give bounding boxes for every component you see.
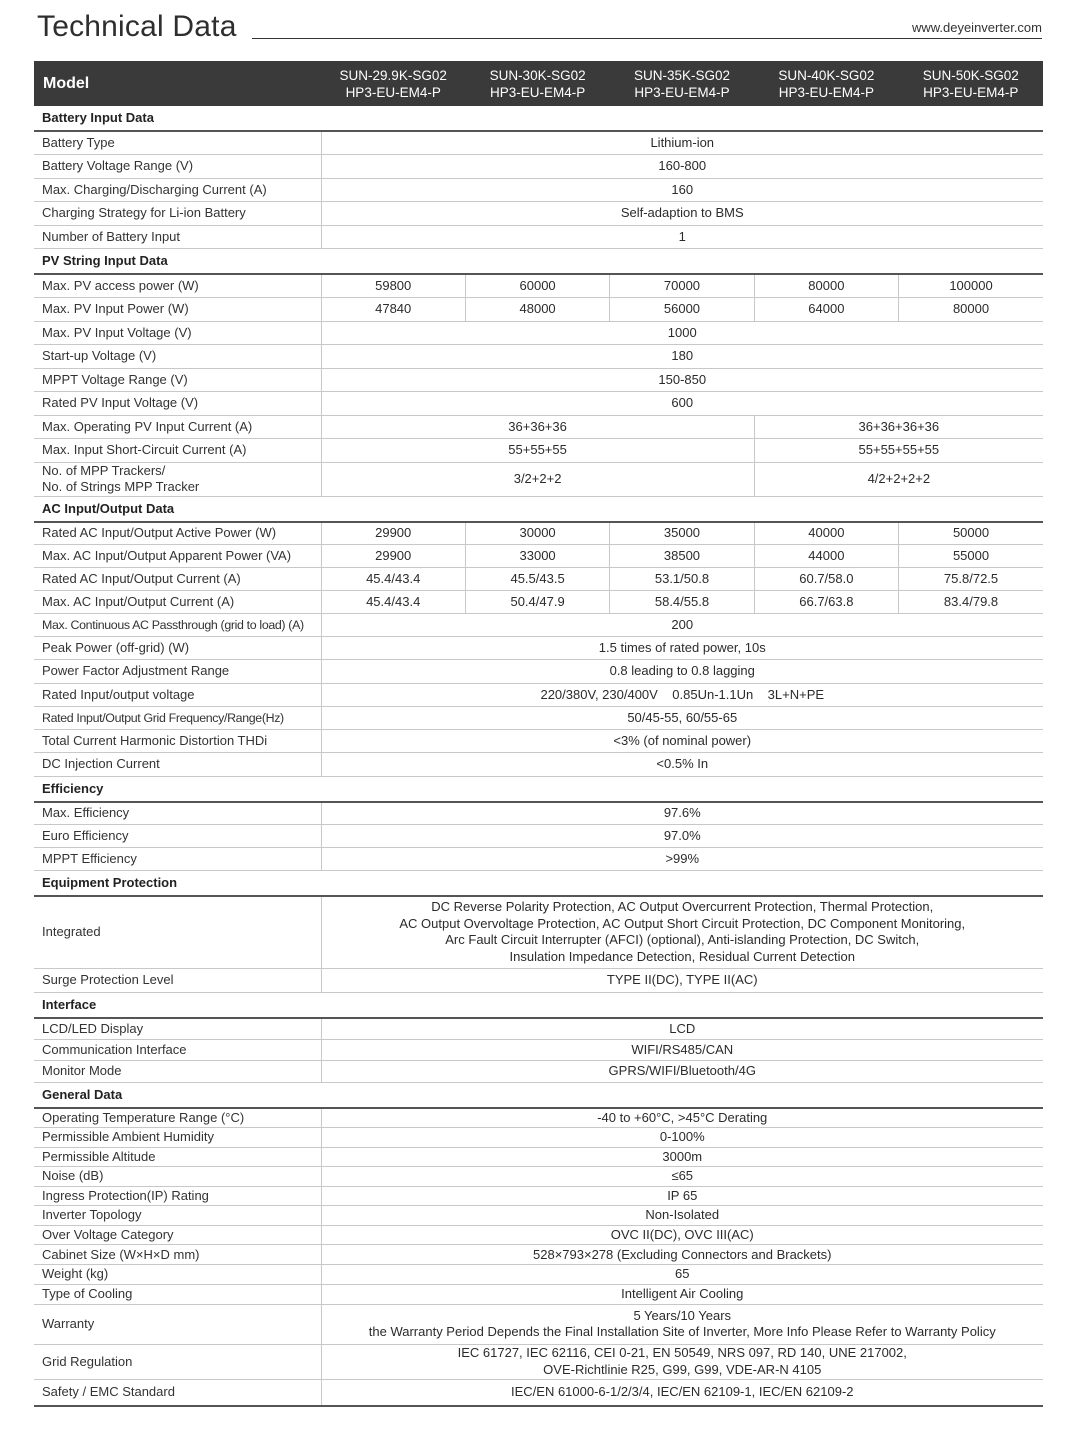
table-row [34, 1304, 1043, 1344]
model-suffix: HP3-EU-EM4-P [489, 84, 586, 100]
model-column-header [465, 61, 609, 106]
section-header-row [34, 1082, 1043, 1108]
spec-value: 36+36+36+36 [754, 415, 1043, 439]
website-url: www.deyeinverter.com [911, 20, 1042, 35]
spec-value: 97.0% [321, 825, 1043, 848]
section-header-row [34, 992, 1043, 1018]
spec-label: Max. Input Short-Circuit Current (A) [34, 439, 321, 463]
spec-value: 29900 [321, 522, 465, 545]
spec-label: Warranty [34, 1304, 321, 1344]
section-title: PV String Input Data [34, 249, 1043, 275]
spec-label: Total Current Harmonic Distortion THDi [34, 729, 321, 753]
spec-value: 33000 [465, 545, 609, 568]
spec-value: ≤65 [321, 1167, 1043, 1187]
spec-value: 220/380V, 230/400V 0.85Un-1.1Un 3L+N+PE [321, 683, 1043, 706]
table-row [34, 1061, 1043, 1083]
spec-label: Max. AC Input/Output Current (A) [34, 591, 321, 614]
spec-label: Operating Temperature Range (°C) [34, 1108, 321, 1128]
table-row [34, 1245, 1043, 1265]
spec-value: GPRS/WIFI/Bluetooth/4G [321, 1061, 1043, 1083]
spec-value: 160-800 [321, 155, 1043, 179]
table-row [34, 1206, 1043, 1226]
spec-value: 0-100% [321, 1128, 1043, 1148]
spec-label: No. of MPP Trackers/ No. of Strings MPP Tracker [34, 462, 321, 496]
table-row [34, 591, 1043, 614]
table-row [34, 660, 1043, 684]
table-row [34, 225, 1043, 249]
model-suffix: HP3-EU-EM4-P [345, 84, 441, 100]
spec-value: 66.7/63.8 [754, 591, 898, 614]
table-row [34, 439, 1043, 463]
spec-value: 75.8/72.5 [899, 568, 1043, 591]
table-row [34, 1108, 1043, 1128]
spec-value: 97.6% [321, 802, 1043, 825]
model-suffix: HP3-EU-EM4-P [923, 84, 1019, 100]
table-row [34, 896, 1043, 969]
title-divider [252, 38, 1042, 39]
table-row [34, 415, 1043, 439]
spec-label: Cabinet Size (W×H×D mm) [34, 1245, 321, 1265]
model-name: SUN-40K-SG02 [778, 67, 875, 83]
spec-value: WIFI/RS485/CAN [321, 1039, 1043, 1061]
section-title: Equipment Protection [34, 870, 1043, 896]
table-row [34, 1128, 1043, 1148]
spec-value: 50.4/47.9 [465, 591, 609, 614]
spec-label: Rated AC Input/Output Active Power (W) [34, 522, 321, 545]
spec-value: OVC II(DC), OVC III(AC) [321, 1225, 1043, 1245]
spec-value: 60000 [465, 274, 609, 298]
spec-label: Integrated [34, 896, 321, 969]
table-row [34, 825, 1043, 848]
spec-value: 36+36+36 [321, 415, 754, 439]
table-row [34, 1379, 1043, 1406]
spec-value: 3/2+2+2 [321, 462, 754, 496]
spec-value: TYPE II(DC), TYPE II(AC) [321, 969, 1043, 993]
spec-value: Intelligent Air Cooling [321, 1284, 1043, 1304]
table-row [34, 155, 1043, 179]
table-row [34, 392, 1043, 416]
table-row [34, 568, 1043, 591]
section-title: General Data [34, 1082, 1043, 1108]
model-suffix: HP3-EU-EM4-P [634, 84, 730, 100]
spec-label: Peak Power (off-grid) (W) [34, 637, 321, 660]
spec-value: 55000 [899, 545, 1043, 568]
model-name: SUN-50K-SG02 [922, 67, 1019, 83]
spec-value: 1.5 times of rated power, 10s [321, 637, 1043, 660]
model-column-header [754, 61, 898, 106]
spec-value: 50000 [899, 522, 1043, 545]
spec-value: 1000 [321, 321, 1043, 345]
spec-value: 3000m [321, 1147, 1043, 1167]
table-row [34, 706, 1043, 729]
spec-value: 70000 [610, 274, 754, 298]
spec-label: Battery Type [34, 131, 321, 155]
section-header-row [34, 249, 1043, 275]
spec-label: Grid Regulation [34, 1344, 321, 1379]
spec-label: Number of Battery Input [34, 225, 321, 249]
table-row [34, 321, 1043, 345]
section-title: AC Input/Output Data [34, 496, 1043, 522]
model-name: SUN-30K-SG02 [489, 67, 586, 83]
spec-value: 35000 [610, 522, 754, 545]
spec-value: 60.7/58.0 [754, 568, 898, 591]
spec-value: IEC/EN 61000-6-1/2/3/4, IEC/EN 62109-1, IEC/EN 62109-2 [321, 1379, 1043, 1406]
table-header-row [34, 61, 1043, 106]
spec-label: Rated AC Input/Output Current (A) [34, 568, 321, 591]
spec-label: Noise (dB) [34, 1167, 321, 1187]
table-row [34, 202, 1043, 226]
page-title: Technical Data [37, 10, 237, 43]
spec-label: Ingress Protection(IP) Rating [34, 1186, 321, 1206]
spec-label: Type of Cooling [34, 1284, 321, 1304]
spec-label: Communication Interface [34, 1039, 321, 1061]
table-row [34, 178, 1043, 202]
table-body [34, 106, 1043, 1406]
spec-value: DC Reverse Polarity Protection, AC Output Overcurrent Protection, Thermal Protection, AC Output Overvoltage Protection, AC Output Short Circuit Protection, DC Component Monitoring, Arc Fault Circuit Interrupter (AFCI) (optional), Anti-islanding Protection, DC Switch, Insulation Impedance Detection, Residual Current Detection [321, 896, 1043, 969]
section-header-row [34, 496, 1043, 522]
spec-value: 1 [321, 225, 1043, 249]
spec-label: Max. PV Input Voltage (V) [34, 321, 321, 345]
section-title: Efficiency [34, 776, 1043, 802]
spec-label: Safety / EMC Standard [34, 1379, 321, 1406]
spec-value: 40000 [754, 522, 898, 545]
spec-value: 30000 [465, 522, 609, 545]
spec-label: DC Injection Current [34, 753, 321, 777]
spec-value: 59800 [321, 274, 465, 298]
model-name: SUN-29.9K-SG02 [339, 67, 447, 83]
spec-label: Battery Voltage Range (V) [34, 155, 321, 179]
table-row [34, 345, 1043, 369]
spec-label: Surge Protection Level [34, 969, 321, 993]
table-row [34, 131, 1043, 155]
table-row [34, 683, 1043, 706]
spec-label: Max. PV access power (W) [34, 274, 321, 298]
spec-value: Non-Isolated [321, 1206, 1043, 1226]
spec-value: 160 [321, 178, 1043, 202]
table-row [34, 848, 1043, 871]
model-column-header [610, 61, 754, 106]
spec-value: 45.5/43.5 [465, 568, 609, 591]
spec-value: 80000 [899, 298, 1043, 322]
table-row [34, 753, 1043, 777]
spec-value: 150-850 [321, 368, 1043, 392]
table-row [34, 1284, 1043, 1304]
table-row [34, 298, 1043, 322]
spec-value: 47840 [321, 298, 465, 322]
model-suffix: HP3-EU-EM4-P [778, 84, 874, 100]
spec-value: 44000 [754, 545, 898, 568]
section-title: Battery Input Data [34, 106, 1043, 131]
spec-label: Max. Continuous AC Passthrough (grid to load) (A) [34, 614, 321, 637]
spec-label: Max. AC Input/Output Apparent Power (VA) [34, 545, 321, 568]
spec-label: Rated PV Input Voltage (V) [34, 392, 321, 416]
section-title: Interface [34, 992, 1043, 1018]
spec-label: Max. Efficiency [34, 802, 321, 825]
table-row [34, 1147, 1043, 1167]
model-name: SUN-35K-SG02 [633, 67, 730, 83]
spec-value: LCD [321, 1018, 1043, 1040]
table-row [34, 545, 1043, 568]
spec-value: 53.1/50.8 [610, 568, 754, 591]
spec-value: 55+55+55+55 [754, 439, 1043, 463]
spec-label: Max. PV Input Power (W) [34, 298, 321, 322]
section-header-row [34, 776, 1043, 802]
spec-value: 56000 [610, 298, 754, 322]
section-header-row [34, 106, 1043, 131]
spec-value: 100000 [899, 274, 1043, 298]
spec-label: Max. Charging/Discharging Current (A) [34, 178, 321, 202]
spec-value: 200 [321, 614, 1043, 637]
spec-value: 80000 [754, 274, 898, 298]
spec-value: 55+55+55 [321, 439, 754, 463]
spec-value: 5 Years/10 Years the Warranty Period Depends the Final Installation Site of Inverter, More Info Please Refer to Warranty Policy [321, 1304, 1043, 1344]
spec-value: 65 [321, 1265, 1043, 1285]
spec-value: 180 [321, 345, 1043, 369]
spec-value: 38500 [610, 545, 754, 568]
table-row [34, 462, 1043, 496]
table-row [34, 1265, 1043, 1285]
spec-value: 50/45-55, 60/55-65 [321, 706, 1043, 729]
table-row [34, 1018, 1043, 1040]
table-row [34, 274, 1043, 298]
spec-label: Max. Operating PV Input Current (A) [34, 415, 321, 439]
table-row [34, 1186, 1043, 1206]
spec-label: Over Voltage Category [34, 1225, 321, 1245]
spec-value: 600 [321, 392, 1043, 416]
spec-value: 528×793×278 (Excluding Connectors and Brackets) [321, 1245, 1043, 1265]
table-row [34, 614, 1043, 637]
spec-label: MPPT Efficiency [34, 848, 321, 871]
spec-value: <0.5% In [321, 753, 1043, 777]
spec-value: 83.4/79.8 [899, 591, 1043, 614]
spec-value: 58.4/55.8 [610, 591, 754, 614]
table-row [34, 1225, 1043, 1245]
spec-value: Lithium-ion [321, 131, 1043, 155]
spec-label: Rated Input/Output Grid Frequency/Range(Hz) [34, 706, 321, 729]
spec-value: IP 65 [321, 1186, 1043, 1206]
spec-value: 29900 [321, 545, 465, 568]
table-row [34, 969, 1043, 993]
table-row [34, 802, 1043, 825]
spec-label: Rated Input/output voltage [34, 683, 321, 706]
spec-value: Self-adaption to BMS [321, 202, 1043, 226]
spec-value: 64000 [754, 298, 898, 322]
spec-value: >99% [321, 848, 1043, 871]
spec-value: -40 to +60°C, >45°C Derating [321, 1108, 1043, 1128]
spec-label: Inverter Topology [34, 1206, 321, 1226]
technical-data-table [34, 61, 1043, 1407]
spec-value: 45.4/43.4 [321, 591, 465, 614]
model-header: Model [34, 61, 321, 106]
spec-value: 0.8 leading to 0.8 lagging [321, 660, 1043, 684]
spec-value: 45.4/43.4 [321, 568, 465, 591]
spec-label: Euro Efficiency [34, 825, 321, 848]
table-row [34, 522, 1043, 545]
spec-value: 48000 [465, 298, 609, 322]
table-row [34, 1039, 1043, 1061]
model-column-header [321, 61, 465, 106]
table-row [34, 637, 1043, 660]
table-row [34, 368, 1043, 392]
spec-label: LCD/LED Display [34, 1018, 321, 1040]
spec-value: IEC 61727, IEC 62116, CEI 0-21, EN 50549, NRS 097, RD 140, UNE 217002, OVE-Richtlinie R25, G99, G99, VDE-AR-N 4105 [321, 1344, 1043, 1379]
spec-label: Start-up Voltage (V) [34, 345, 321, 369]
spec-label: Permissible Altitude [34, 1147, 321, 1167]
spec-label: MPPT Voltage Range (V) [34, 368, 321, 392]
spec-label: Charging Strategy for Li-ion Battery [34, 202, 321, 226]
table-row [34, 729, 1043, 753]
spec-value: 4/2+2+2+2 [754, 462, 1043, 496]
spec-value: <3% (of nominal power) [321, 729, 1043, 753]
spec-label: Weight (kg) [34, 1265, 321, 1285]
section-header-row [34, 870, 1043, 896]
model-column-header [899, 61, 1043, 106]
spec-label: Monitor Mode [34, 1061, 321, 1083]
table-row [34, 1167, 1043, 1187]
table-row [34, 1344, 1043, 1379]
spec-label: Power Factor Adjustment Range [34, 660, 321, 684]
spec-label: Permissible Ambient Humidity [34, 1128, 321, 1148]
